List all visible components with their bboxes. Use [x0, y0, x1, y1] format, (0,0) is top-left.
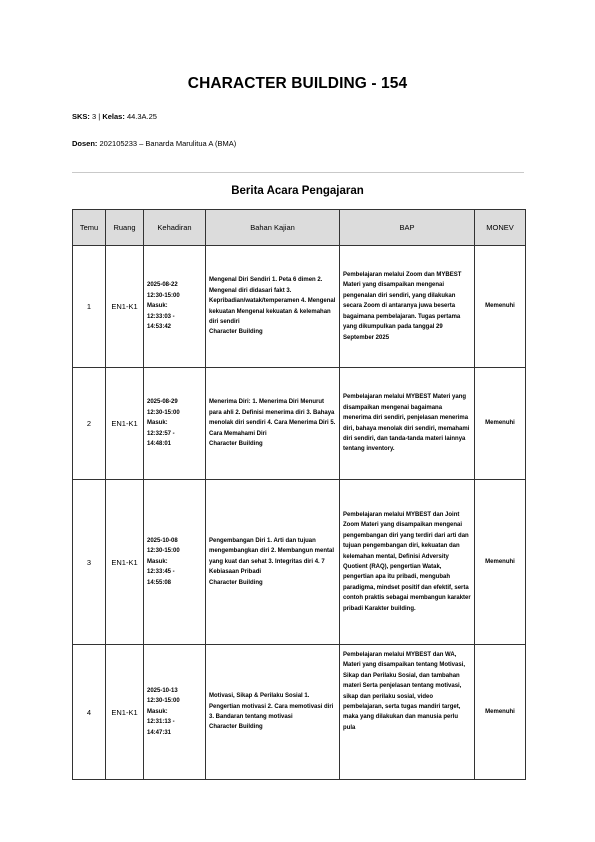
cell-kehadiran: [144, 645, 206, 780]
header-bahan-kajian: Bahan Kajian: [206, 210, 340, 246]
cell-kehadiran: [144, 480, 206, 645]
kelas-value: 44.3A.25: [126, 112, 157, 121]
cell-bap: Pembelajaran melalui Zoom dan MYBEST Materi yang disampaikan mengenai pengenalan diri sendiri, yang dilakukan secara Zoom di antaranya juwa beserta bagaimana pembelajaran. Tugas pertama yang dikumpulkan pada tanggal 29 September 2025: [340, 246, 475, 368]
header-bap: BAP: [340, 210, 475, 246]
kelas-label: Kelas:: [102, 112, 125, 121]
table-header-row: [73, 210, 526, 246]
table-row: [73, 246, 526, 368]
dosen-value: 202105233 – Banarda Marulitua A (BMA): [99, 139, 237, 148]
sks-value: 3: [92, 112, 97, 121]
cell-bahan-kajian: [206, 246, 340, 368]
cell-monev: Memenuhi: [475, 368, 526, 480]
header-monev: MONEV: [475, 210, 526, 246]
cell-temu: 4: [73, 645, 106, 780]
header-temu: Temu: [73, 210, 106, 246]
kehadiran-text: 2025-10-08 12:30-15:00 Masuk: 12:33:45 - 14:55:08: [147, 537, 180, 586]
kehadiran-text: 2025-08-29 12:30-15:00 Masuk: 12:32:57 - 14:48:01: [147, 399, 180, 448]
cell-temu: 1: [73, 246, 106, 368]
teaching-report-table: [72, 209, 526, 780]
cell-monev: Memenuhi: [475, 480, 526, 645]
cell-bahan-kajian: [206, 645, 340, 780]
cell-bap: Pembelajaran melalui MYBEST dan Joint Zoom Materi yang disampaikan mengenai pengembangan diri yang terdiri dari arti dan tujuan pengembangan diri, kekuatan dan kelemahan mental, Definisi Adversity Quotient (RAQ), pengertian Watak, pengertian apa itu pribadi, mengubah paradigma, mindset positif dan efektif, serta contoh praktis sebagai membangun karakter pribadi Karakter building.: [340, 480, 475, 645]
bahan-text: Pengembangan Diri 1. Arti dan tujuan mengembangkan diri 2. Membangun mental yang kuat dan sehat 3. Integritas diri 4. 7 Kebiasaan Pribadi Character Building: [209, 537, 335, 586]
cell-ruang: EN1-K1: [106, 480, 144, 645]
divider: [72, 172, 524, 173]
table-row: [73, 480, 526, 645]
cell-monev: Memenuhi: [475, 645, 526, 780]
header-ruang: Ruang: [106, 210, 144, 246]
table-row: [73, 645, 526, 780]
section-title: Berita Acara Pengajaran: [231, 185, 364, 197]
sks-label: SKS:: [72, 112, 90, 121]
kehadiran-text: 2025-08-22 12:30-15:00 Masuk: 12:33:03 - 14:53:42: [147, 282, 180, 331]
bahan-text: Menerima Diri: 1. Menerima Diri Menurut para ahli 2. Definisi menerima diri 3. Bahaya menolak diri sendiri 4. Cara Menerima Diri 5. Cara Memahami Diri Character Building: [209, 399, 336, 448]
kehadiran-text: 2025-10-13 12:30-15:00 Masuk: 12:31:13 - 14:47:31: [147, 687, 180, 736]
cell-ruang: EN1-K1: [106, 645, 144, 780]
course-info-line: [72, 112, 157, 121]
cell-bahan-kajian: [206, 480, 340, 645]
dosen-label: Dosen:: [72, 139, 98, 148]
cell-kehadiran: [144, 246, 206, 368]
cell-temu: 3: [73, 480, 106, 645]
cell-bahan-kajian: [206, 368, 340, 480]
separator: |: [98, 112, 101, 121]
table-row: [73, 368, 526, 480]
cell-bap: Pembelajaran melalui MYBEST dan WA, Materi yang disampaikan tentang Motivasi, Sikap dan Perilaku Sosial, dan tambahan materi Serta penjelasan tentang motivasi, sikap dan perilaku sosial, video pembelajaran, serta tugas mandiri target, maka yang dilakukan dan manusia perlu pula: [340, 645, 475, 780]
cell-monev: Memenuhi: [475, 246, 526, 368]
page-title: CHARACTER BUILDING - 154: [187, 75, 408, 92]
header-kehadiran: Kehadiran: [144, 210, 206, 246]
cell-kehadiran: [144, 368, 206, 480]
lecturer-line: [72, 139, 236, 148]
cell-ruang: EN1-K1: [106, 368, 144, 480]
bahan-text: Motivasi, Sikap & Perilaku Sosial 1. Pengertian motivasi 2. Cara memotivasi diri 3. Bandaran tentang motivasi Character Building: [209, 693, 334, 731]
cell-bap: Pembelajaran melalui MYBEST Materi yang disampaikan mengenai bagaimana menerima diri sendiri, penjelasan menerima diri, bahaya menolak diri sendiri, memahami diri sendiri, dan tanda-tanda materi lainnya tentang inventory.: [340, 368, 475, 480]
cell-ruang: EN1-K1: [106, 246, 144, 368]
cell-temu: 2: [73, 368, 106, 480]
bahan-text: Mengenal Diri Sendiri 1. Peta 6 dimen 2. Mengenal diri didasari fakt 3. Kepribadian/watak/temperamen 4. Mengenal kekuatan Mengenal kekuatan & kelemahan diri sendiri Character Building: [209, 277, 336, 336]
